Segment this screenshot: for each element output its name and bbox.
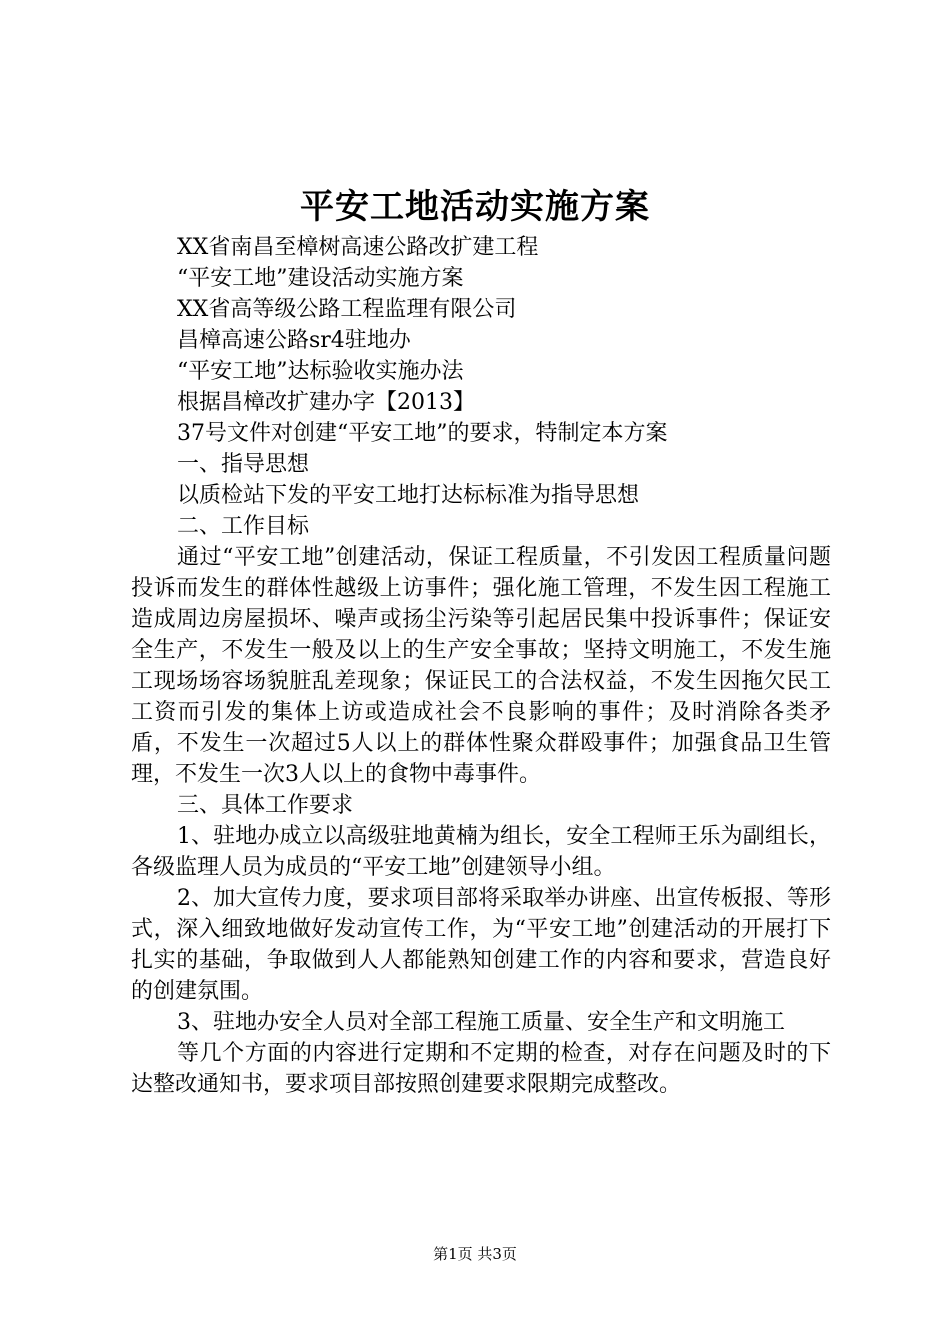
paragraph-item-3: 3、驻地办安全人员对全部工程施工质量、安全生产和文明施工 — [177, 1010, 785, 1035]
text-line-basis: 根据昌樟改扩建办字【2013】 — [177, 390, 475, 415]
section-heading-guiding: 一、指导思想 — [177, 452, 310, 477]
section-heading-goals: 二、工作目标 — [177, 514, 310, 539]
text-line-document-no: 37号文件对创建“平安工地”的要求，特制定本方案 — [177, 421, 668, 446]
text-line-company: XX省高等级公路工程监理有限公司 — [177, 297, 517, 322]
document-title: 平安工地活动实施方案 — [300, 187, 650, 227]
text-line-plan-name: “平安工地”建设活动实施方案 — [177, 266, 464, 291]
section-heading-requirements: 三、具体工作要求 — [177, 793, 354, 818]
paragraph-item-2: 2、加大宣传力度，要求项目部将采取举办讲座、出宣传板报、等形式，深入细致地做好发动宣传工作，为“平安工地”创建活动的开展打下扎实的基础，争取做到人人都能熟知创建工作的内容和要求，营造良好的创建氛围。 — [131, 886, 831, 1004]
text-line-guiding: 以质检站下发的平安工地打达标标准为指导思想 — [177, 483, 640, 508]
paragraph-item-3-continued: 等几个方面的内容进行定期和不定期的检查，对存在问题及时的下达整改通知书，要求项目部按照创建要求限期完成整改。 — [131, 1041, 831, 1097]
paragraph-goals: 通过“平安工地”创建活动，保证工程质量，不引发因工程质量问题投诉而发生的群体性越级上访事件；强化施工管理，不发生因工程施工造成周边房屋损坏、噪声或扬尘污染等引起居民集中投诉事件；保证安全生产，不发生一般及以上的生产安全事故；坚持文明施工，不发生施工现场场容场貌脏乱差现象；保证民工的合法权益，不发生因拖欠民工工资而引发的集体上访或造成社会不良影响的事件；及时消除各类矛盾，不发生一次超过5人以上的群体性聚众群殴事件；加强食品卫生管理，不发生一次3人以上的食物中毒事件。 — [131, 545, 831, 787]
text-line-office: 昌樟高速公路sr4驻地办 — [177, 328, 411, 353]
text-line-acceptance: “平安工地”达标验收实施办法 — [177, 359, 464, 384]
text-line-project: XX省南昌至樟树高速公路改扩建工程 — [177, 235, 539, 260]
document-body — [131, 232, 831, 1100]
paragraph-item-1: 1、驻地办成立以高级驻地黄楠为组长，安全工程师王乐为副组长，各级监理人员为成员的“平安工地”创建领导小组。 — [131, 824, 831, 880]
page-footer: 第1页 共3页 — [433, 1245, 517, 1263]
